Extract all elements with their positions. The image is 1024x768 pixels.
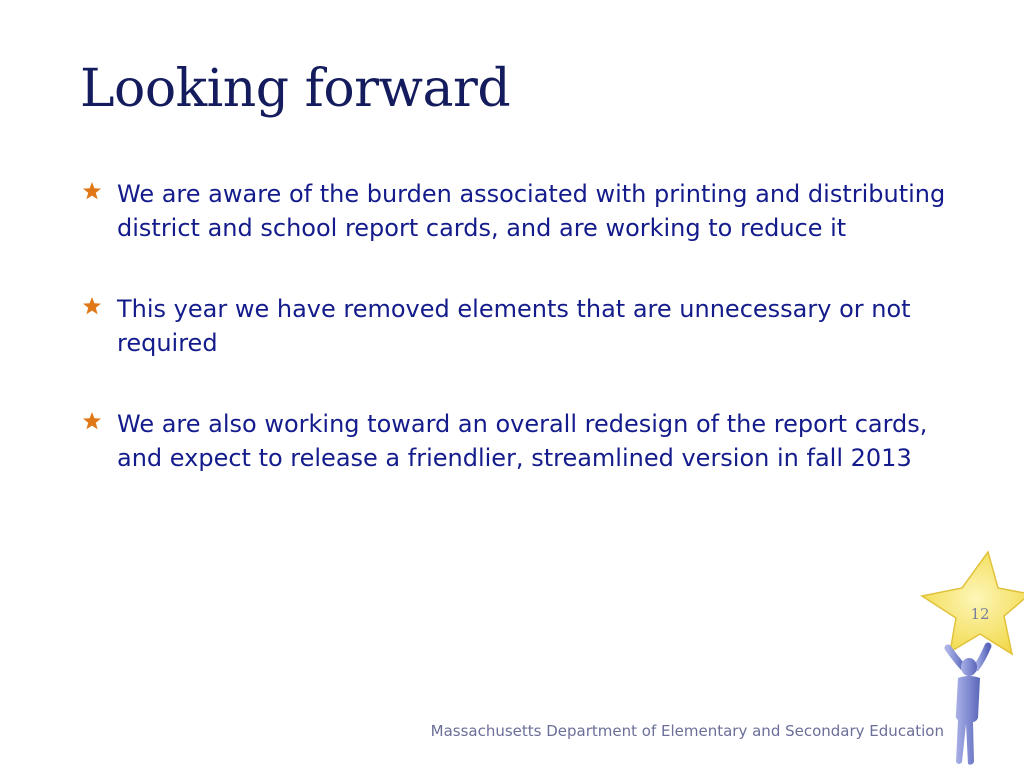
slide-title: Looking forward xyxy=(80,59,511,119)
bullet-item xyxy=(80,177,950,245)
bullet-item xyxy=(80,407,950,475)
bullet-list xyxy=(80,177,950,522)
star-bullet-icon xyxy=(82,296,102,316)
star-bullet-icon xyxy=(82,411,102,431)
page-number: 12 xyxy=(970,605,990,623)
bullet-text: This year we have removed elements that are unnecessary or not required xyxy=(117,295,911,357)
star-mascot-icon xyxy=(918,550,1024,768)
bullet-text: We are also working toward an overall redesign of the report cards, and expect to release a friendlier, streamlined version in fall 2013 xyxy=(117,410,928,472)
footer-organization: Massachusetts Department of Elementary and Secondary Education xyxy=(430,722,944,740)
star-bullet-icon xyxy=(82,181,102,201)
bullet-text: We are aware of the burden associated with printing and distributing district and school report cards, and are working to reduce it xyxy=(117,180,946,242)
bullet-item xyxy=(80,292,950,360)
